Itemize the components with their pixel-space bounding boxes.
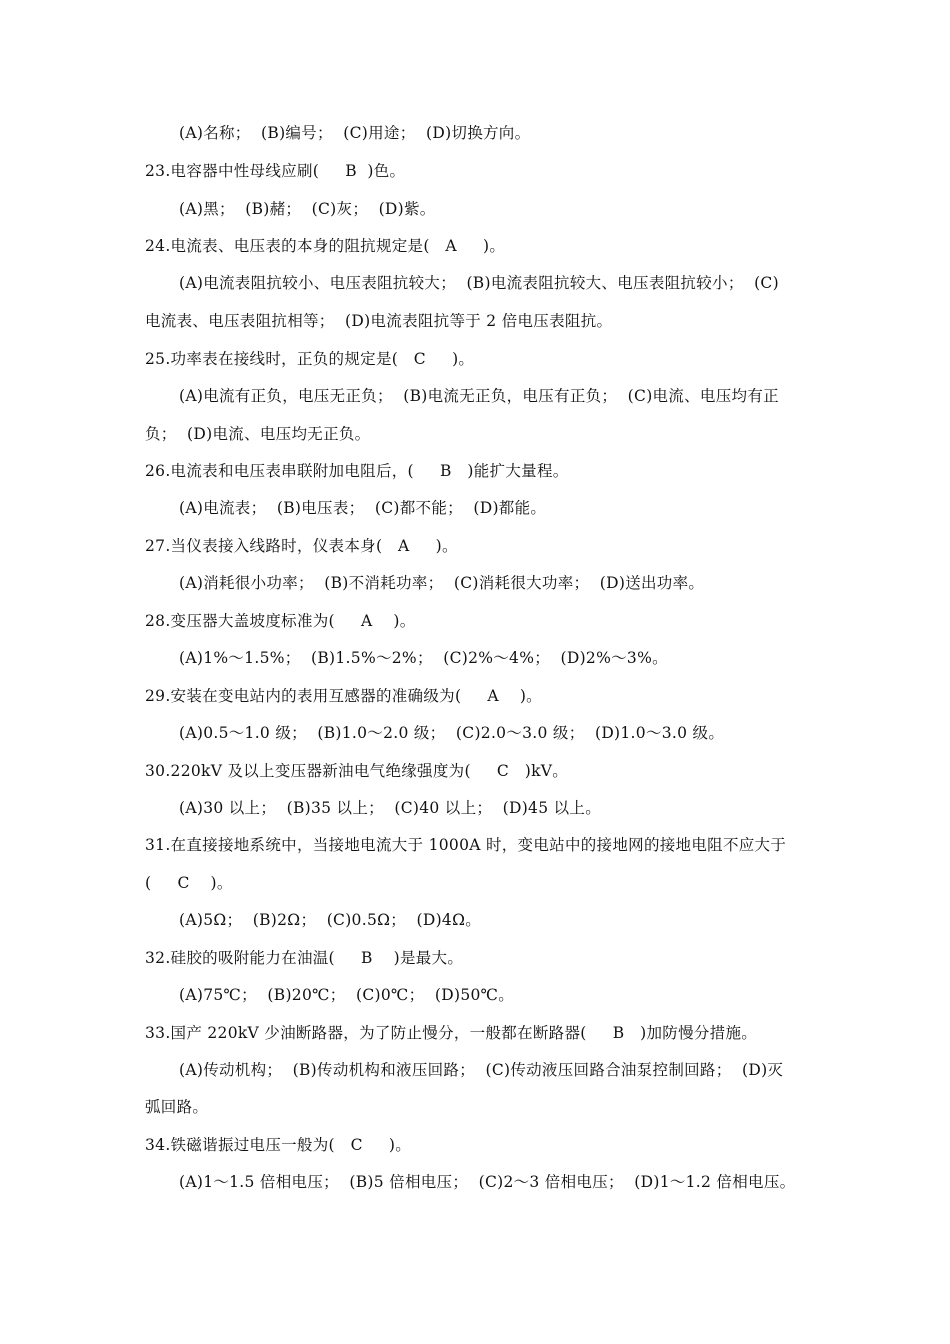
q28-stem: 28.变压器大盖坡度标准为( A )。: [145, 612, 416, 630]
q29-options: (A)0.5～1.0 级； (B)1.0～2.0 级； (C)2.0～3.0 级； (D)1.0～3.0 级。: [179, 724, 725, 742]
q25-stem: 25.功率表在接线时，正负的规定是( C )。: [145, 350, 475, 368]
q22-options: (A)名称； (B)编号； (C)用途； (D)切换方向。: [179, 124, 531, 142]
q33-options-line1: (A)传动机构； (B)传动机构和液压回路； (C)传动液压回路合油泵控制回路； (D)灭: [179, 1061, 784, 1079]
q25-options-line1: (A)电流有正负，电压无正负； (B)电流无正负，电压有正负； (C)电流、电压均有正: [179, 387, 779, 405]
q32-options: (A)75℃； (B)20℃； (C)0℃； (D)50℃。: [179, 986, 515, 1004]
q33-options-line2: 弧回路。: [145, 1098, 209, 1116]
q30-stem: 30.220kV 及以上变压器新油电气绝缘强度为( C )kV。: [145, 762, 569, 780]
q24-stem: 24.电流表、电压表的本身的阻抗规定是( A )。: [145, 237, 506, 255]
q33-stem: 33.国产 220kV 少油断路器，为了防止慢分，一般都在断路器( B )加防慢分措施。: [145, 1024, 758, 1042]
q24-options-line2: 电流表、电压表阻抗相等； (D)电流表阻抗等于 2 倍电压表阻抗。: [145, 312, 613, 330]
q30-options: (A)30 以上； (B)35 以上； (C)40 以上； (D)45 以上。: [179, 799, 602, 817]
q23-options: (A)黑； (B)赭； (C)灰； (D)紫。: [179, 200, 436, 218]
q31-stem-line2: ( C )。: [145, 874, 233, 892]
q27-stem: 27.当仪表接入线路时，仪表本身( A )。: [145, 537, 458, 555]
q29-stem: 29.安装在变电站内的表用互感器的准确级为( A )。: [145, 687, 542, 705]
q32-stem: 32.硅胶的吸附能力在油温( B )是最大。: [145, 949, 464, 967]
q31-stem-line1: 31.在直接接地系统中，当接地电流大于 1000A 时，变电站中的接地网的接地电阻不应大于: [145, 836, 787, 854]
q25-options-line2: 负； (D)电流、电压均无正负。: [145, 425, 371, 443]
q27-options: (A)消耗很小功率； (B)不消耗功率； (C)消耗很大功率； (D)送出功率。: [179, 574, 705, 592]
q23-stem: 23.电容器中性母线应刷( B )色。: [145, 162, 406, 180]
q26-stem: 26.电流表和电压表串联附加电阻后，( B )能扩大量程。: [145, 462, 569, 480]
q26-options: (A)电流表； (B)电压表； (C)都不能； (D)都能。: [179, 499, 547, 517]
q31-options: (A)5Ω； (B)2Ω； (C)0.5Ω； (D)4Ω。: [179, 911, 482, 929]
q34-options: (A)1～1.5 倍相电压； (B)5 倍相电压； (C)2～3 倍相电压； (D)1～1.2 倍相电压。: [179, 1173, 796, 1191]
q28-options: (A)1%～1.5%； (B)1.5%～2%； (C)2%～4%； (D)2%～3%。: [179, 649, 668, 667]
q34-stem: 34.铁磁谐振过电压一般为( C )。: [145, 1136, 412, 1154]
q24-options-line1: (A)电流表阻抗较小、电压表阻抗较大； (B)电流表阻抗较大、电压表阻抗较小； (C): [179, 274, 779, 292]
